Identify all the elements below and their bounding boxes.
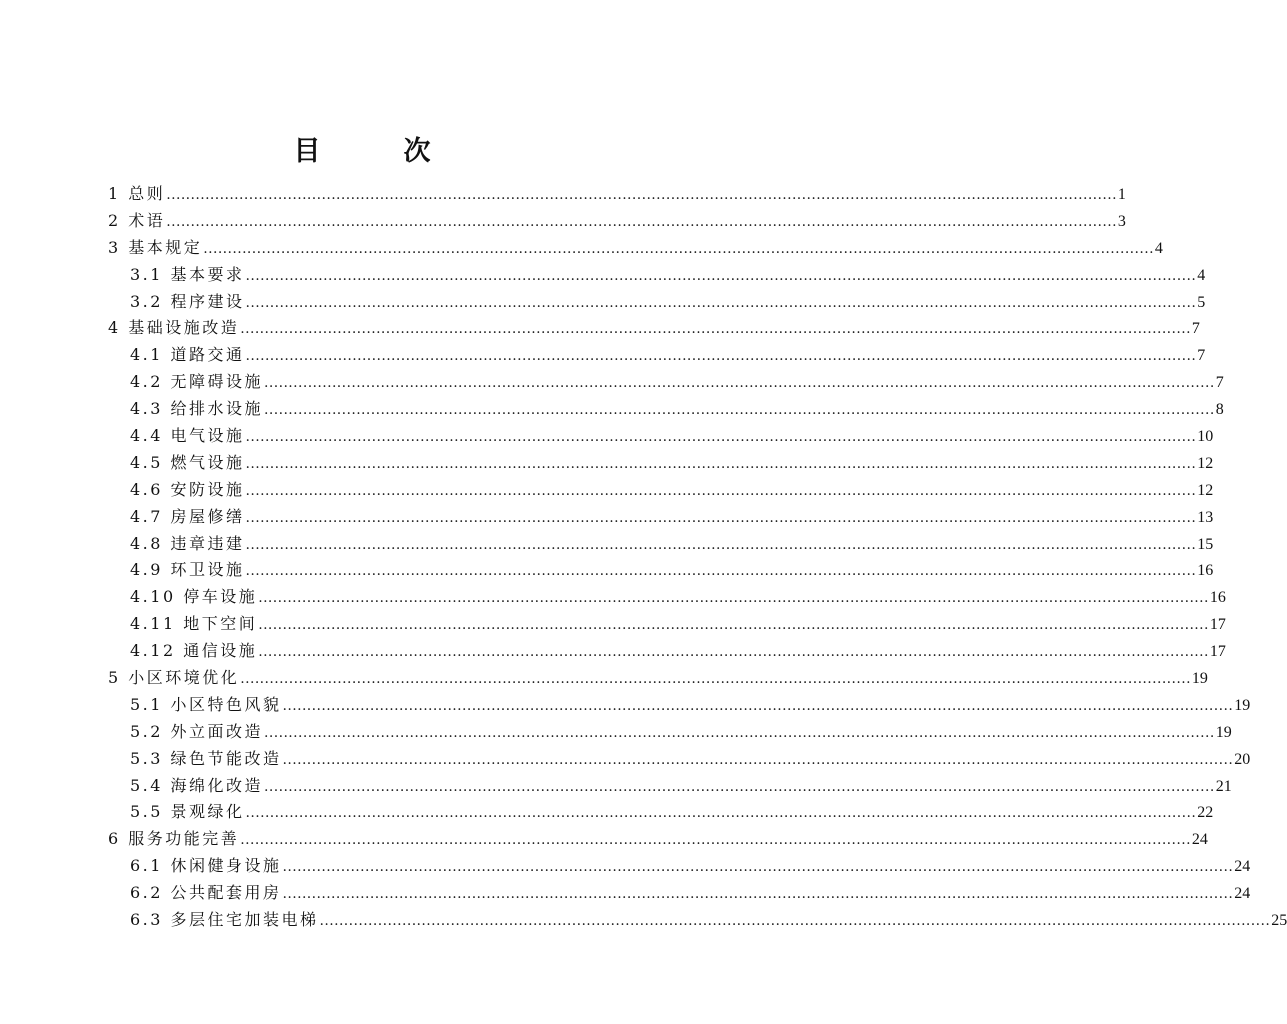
toc-entry-page-number: 20 [1234, 750, 1251, 768]
toc-entry-page-number: 24 [1234, 858, 1251, 876]
toc-entry-label: 4.3 给排水设施 [130, 399, 264, 419]
toc-entry-label: 5 小区环境优化 [108, 668, 240, 688]
dot-leader: .................................................................................................................................................................................................... [240, 832, 1191, 849]
dot-leader: .................................................................................................................................................................................................... [203, 240, 1154, 257]
dot-leader: .................................................................................................................................................................................................... [264, 778, 1215, 795]
toc-entry [108, 181, 1126, 208]
toc-entry [108, 692, 1251, 719]
dot-leader: .................................................................................................................................................................................................... [282, 859, 1234, 876]
toc-entry-page-number: 13 [1197, 508, 1214, 526]
toc-entry [108, 746, 1251, 773]
toc-entry-label: 4.12 通信设施 [130, 641, 258, 661]
toc-entry-label: 4.4 电气设施 [130, 426, 245, 446]
toc-entry-page-number: 16 [1209, 589, 1226, 607]
toc-entry [108, 799, 1214, 826]
toc-entry-label: 3 基本规定 [108, 237, 203, 257]
toc-entry-page-number: 15 [1197, 535, 1214, 553]
dot-leader: .................................................................................................................................................................................................... [264, 402, 1215, 419]
toc-entry-label: 4.5 燃气设施 [130, 452, 245, 472]
toc-entry-page-number: 5 [1197, 293, 1206, 311]
dot-leader: .................................................................................................................................................................................................... [319, 913, 1271, 930]
toc-entry [108, 638, 1226, 665]
toc-entry-page-number: 7 [1191, 320, 1200, 338]
toc-entry-label: 4.8 违章违建 [130, 533, 245, 553]
toc-entry-page-number: 19 [1234, 696, 1251, 714]
dot-leader: .................................................................................................................................................................................................... [264, 724, 1215, 741]
toc-entry [108, 289, 1206, 316]
dot-leader: .................................................................................................................................................................................................... [258, 590, 1209, 607]
toc-entry-page-number: 3 [1117, 212, 1126, 230]
dot-leader: .................................................................................................................................................................................................... [240, 671, 1191, 688]
dot-leader: .................................................................................................................................................................................................... [258, 617, 1209, 634]
toc-entry-label: 6.1 休闲健身设施 [130, 856, 282, 876]
toc-entry-label: 5.5 景观绿化 [130, 802, 245, 822]
dot-leader: .................................................................................................................................................................................................... [282, 886, 1234, 903]
dot-leader: .................................................................................................................................................................................................... [258, 644, 1209, 661]
toc-entry-label: 5.1 小区特色风貌 [130, 694, 282, 714]
dot-leader: .................................................................................................................................................................................................... [245, 509, 1197, 526]
toc-entry [108, 611, 1226, 638]
toc-entry [108, 423, 1214, 450]
toc-entry-label: 4.1 道路交通 [130, 345, 245, 365]
dot-leader: .................................................................................................................................................................................................... [245, 429, 1197, 446]
toc-entry-label: 3.2 程序建设 [130, 291, 245, 311]
toc-entry [108, 315, 1200, 342]
toc-entry [108, 853, 1251, 880]
toc-entry [108, 342, 1206, 369]
dot-leader: .................................................................................................................................................................................................... [245, 805, 1197, 822]
toc-entry-page-number: 24 [1234, 885, 1251, 903]
toc-entry [108, 907, 1287, 934]
toc-entry-page-number: 21 [1215, 777, 1232, 795]
toc-entry-page-number: 22 [1197, 804, 1214, 822]
dot-leader: .................................................................................................................................................................................................... [282, 697, 1234, 714]
toc-entry-label: 6.2 公共配套用房 [130, 883, 282, 903]
toc-entry [108, 826, 1208, 853]
toc-entry [108, 477, 1214, 504]
toc-entry-label: 1 总则 [108, 184, 166, 203]
toc-entry-page-number: 7 [1197, 347, 1206, 365]
toc-entry-label: 3.1 基本要求 [130, 264, 245, 284]
dot-leader: .................................................................................................................................................................................................... [264, 375, 1215, 392]
toc-entry-label: 4.9 环卫设施 [130, 560, 245, 580]
toc-entry [108, 208, 1126, 235]
dot-leader: .................................................................................................................................................................................................... [166, 187, 1117, 203]
toc-entry-page-number: 4 [1197, 266, 1206, 284]
dot-leader: .................................................................................................................................................................................................... [245, 563, 1197, 580]
toc-entry-label: 5.2 外立面改造 [130, 721, 264, 741]
dot-leader: .................................................................................................................................................................................................... [245, 536, 1197, 553]
toc-entry-page-number: 19 [1215, 723, 1232, 741]
toc-entry-page-number: 12 [1197, 454, 1214, 472]
toc-entry-page-number: 16 [1197, 562, 1214, 580]
toc-entry-label: 6 服务功能完善 [108, 829, 240, 849]
toc-entry-label: 4.11 地下空间 [130, 614, 258, 634]
toc-entry-page-number: 25 [1271, 912, 1287, 930]
toc-entry [108, 504, 1214, 531]
toc-entry [108, 719, 1232, 746]
dot-leader: .................................................................................................................................................................................................... [245, 348, 1197, 365]
dot-leader: .................................................................................................................................................................................................... [240, 321, 1191, 338]
toc-entry [108, 773, 1232, 800]
toc-entry-page-number: 7 [1215, 374, 1224, 392]
toc-entry-page-number: 1 [1117, 186, 1126, 203]
toc-entry [108, 880, 1251, 907]
toc-entry [108, 531, 1214, 558]
toc-entry-label: 2 术语 [108, 210, 166, 230]
toc-entry [108, 557, 1214, 584]
toc-entry-label: 5.4 海绵化改造 [130, 775, 264, 795]
toc-entry-page-number: 4 [1154, 239, 1163, 257]
toc-entry-page-number: 12 [1197, 481, 1214, 499]
dot-leader: .................................................................................................................................................................................................... [245, 482, 1197, 499]
dot-leader: .................................................................................................................................................................................................... [245, 294, 1197, 311]
toc-entry-page-number: 10 [1197, 428, 1214, 446]
toc-entry-label: 4.6 安防设施 [130, 479, 245, 499]
toc-entry [108, 450, 1214, 477]
dot-leader: .................................................................................................................................................................................................... [245, 267, 1197, 284]
toc-entry [108, 262, 1206, 289]
toc-entry-page-number: 8 [1215, 401, 1224, 419]
toc-entry-label: 4.2 无障碍设施 [130, 372, 264, 392]
dot-leader: .................................................................................................................................................................................................... [245, 455, 1197, 472]
toc-entry-label: 6.3 多层住宅加装电梯 [130, 910, 319, 930]
toc-entry-page-number: 24 [1191, 831, 1208, 849]
toc-entry-page-number: 17 [1209, 643, 1226, 661]
toc-entry-label: 4.10 停车设施 [130, 587, 258, 607]
toc-entry-label: 4 基础设施改造 [108, 318, 240, 338]
table-of-contents [108, 181, 1287, 934]
toc-entry [108, 584, 1226, 611]
toc-entry [108, 369, 1224, 396]
toc-title: 目 次 [293, 136, 459, 167]
toc-entry [108, 396, 1224, 423]
toc-entry-page-number: 19 [1191, 670, 1208, 688]
toc-entry-page-number: 17 [1209, 616, 1226, 634]
toc-entry [108, 665, 1208, 692]
dot-leader: .................................................................................................................................................................................................... [282, 751, 1234, 768]
toc-entry [108, 235, 1163, 262]
toc-entry-label: 5.3 绿色节能改造 [130, 748, 282, 768]
toc-entry-label: 4.7 房屋修缮 [130, 506, 245, 526]
dot-leader: .................................................................................................................................................................................................... [166, 213, 1117, 230]
